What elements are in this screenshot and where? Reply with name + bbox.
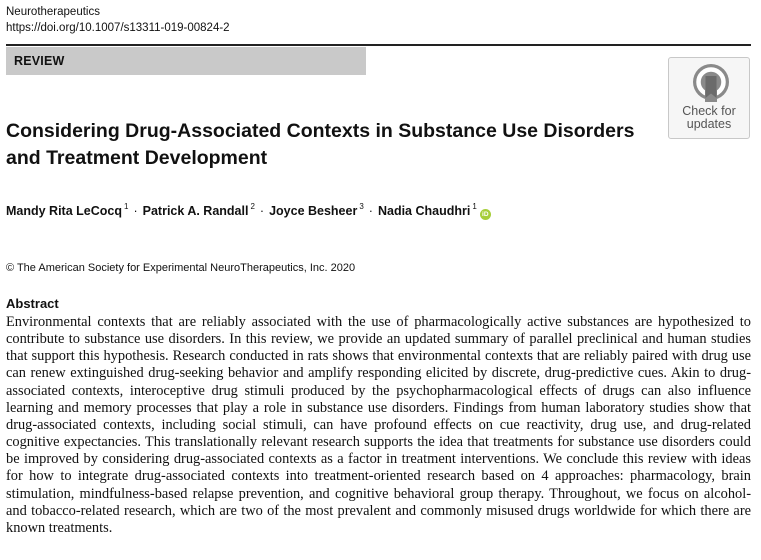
check-for-updates-icon	[691, 62, 731, 102]
journal-name: Neurotherapeutics	[6, 6, 100, 18]
author-separator: ·	[368, 204, 373, 218]
abstract-text: Environmental contexts that are reliably associated with the use of pharmacologically active substances are hypothesized to contribute to substance use disorders. In this review, we provide an updated summary of parallel preclinical and human studies that support this hypothesis. Research conducted in rats shows that environmental contexts that are reliably paired with drug use can renew extinguished drug-seeking behavior and amplify responding elicited by discrete, drug-predictive cues. Akin to drug-associated contexts, interoceptive drug stimuli produced by the psychopharmacological effects of drugs can also influence learning and memory processes that play a role in substance use disorders. Findings from human laboratory studies show that drug-associated contexts, including social stimuli, can have profound effects on cue reactivity, drug use, and drug-related cognitive expectancies. This translationally relevant research supports the idea that treatments for substance use disorders could be improved by considering drug-associated contexts as a factor in treatment interventions. We conclude this review with ideas for how to integrate drug-associated contexts into treatment-oriented research based on 4 approaches: pharmacology, brain stimulation, mindfulness-based relapse prevention, and cognitive behavioral group therapy. Throughout, we focus on alcohol- and tobacco-related research, which are two of the most prevalent and commonly misused drugs worldwide for which there are known treatments.	[6, 314, 751, 536]
orcid-icon[interactable]: iD	[480, 209, 491, 220]
copyright-notice: © The American Society for Experimental NeuroTherapeutics, Inc. 2020	[6, 262, 356, 274]
check-for-updates-text	[669, 105, 749, 131]
check-for-updates-badge[interactable]	[668, 57, 750, 139]
author-name[interactable]: Mandy Rita LeCocq	[6, 204, 122, 218]
header-divider	[6, 44, 751, 46]
abstract-heading: Abstract	[6, 296, 59, 311]
author-name[interactable]: Joyce Besheer	[269, 204, 358, 218]
author-name[interactable]: Patrick A. Randall	[142, 204, 249, 218]
article-title: Considering Drug-Associated Contexts in Substance Use Disorders and Treatment Development	[6, 120, 635, 169]
author-list	[6, 198, 491, 220]
author-affiliation[interactable]: 1	[472, 202, 477, 211]
badge-line-1: Check for	[682, 104, 736, 118]
badge-line-2: updates	[686, 117, 732, 131]
article-type-label: REVIEW	[14, 54, 65, 68]
author-affiliation[interactable]: 2	[250, 202, 255, 211]
author-affiliation[interactable]: 1	[124, 202, 129, 211]
author-separator: ·	[133, 204, 138, 218]
doi-link[interactable]: https://doi.org/10.1007/s13311-019-00824-2	[6, 22, 230, 34]
author-affiliation[interactable]: 3	[359, 202, 364, 211]
article-type-bar	[6, 47, 366, 75]
author-name[interactable]: Nadia Chaudhri	[377, 204, 471, 218]
author-separator: ·	[259, 204, 265, 218]
